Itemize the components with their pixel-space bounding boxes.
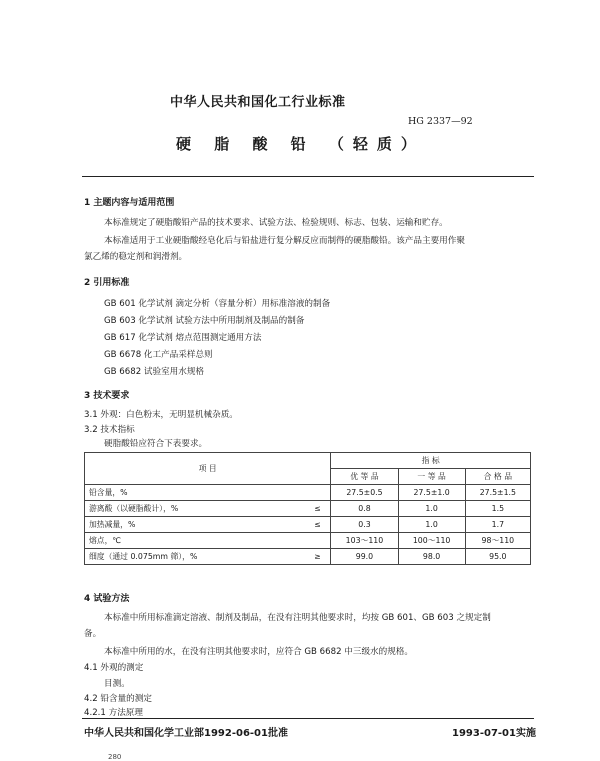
table-header-index: 指 标 xyxy=(331,453,531,469)
reference-item: GB 6678 化工产品采样总则 xyxy=(104,350,213,360)
row-value: 99.0 xyxy=(331,549,398,565)
row-value: 100～110 xyxy=(398,533,465,549)
clause-3-2-text: 硬脂酸铅应符合下表要求。 xyxy=(104,439,208,449)
section-4-paragraph-1-line-1: 本标准中所用标准滴定溶液、制剂及制品，在没有注明其他要求时，均按 GB 601、GB 603 之规定制 xyxy=(104,613,491,623)
row-name: 加热减量，% xyxy=(85,517,305,533)
reference-item: GB 603 化学试剂 试验方法中所用制剂及制品的制备 xyxy=(104,316,305,326)
row-symbol: ≥ xyxy=(304,549,331,565)
section-4-heading: 4 试验方法 xyxy=(84,594,130,604)
issuing-body-heading: 中华人民共和国化工行业标准 xyxy=(170,95,346,110)
row-symbol xyxy=(304,485,331,501)
standard-code: HG 2337—92 xyxy=(408,116,473,127)
row-name: 熔点，℃ xyxy=(85,533,305,549)
specification-table xyxy=(84,452,531,565)
row-value: 98～110 xyxy=(465,533,530,549)
row-value: 0.8 xyxy=(331,501,398,517)
row-value: 1.0 xyxy=(398,501,465,517)
row-value: 27.5±1.0 xyxy=(398,485,465,501)
row-value: 0.3 xyxy=(331,517,398,533)
header-divider xyxy=(82,176,534,177)
row-symbol: ≤ xyxy=(304,517,331,533)
table-header-grade: 合 格 品 xyxy=(465,469,530,485)
approval-line: 中华人民共和国化学工业部1992-06-01批准 xyxy=(84,728,288,739)
row-name: 细度（通过 0.075mm 筛），% xyxy=(85,549,305,565)
row-value: 1.0 xyxy=(398,517,465,533)
row-name: 游离酸（以硬脂酸计），% xyxy=(85,501,305,517)
clause-3-1: 3.1 外观：白色粉末，无明显机械杂质。 xyxy=(84,410,238,420)
table-header-grade: 优 等 品 xyxy=(331,469,398,485)
table-row xyxy=(85,549,531,565)
section-1-heading: 1 主题内容与适用范围 xyxy=(84,198,175,208)
row-value: 103～110 xyxy=(331,533,398,549)
row-name: 铅含量，% xyxy=(85,485,305,501)
row-value: 1.7 xyxy=(465,517,530,533)
row-symbol: ≤ xyxy=(304,501,331,517)
clause-4-2: 4.2 铅含量的测定 xyxy=(84,694,152,704)
effective-date: 1993-07-01实施 xyxy=(452,728,536,739)
section-4-paragraph-2: 本标准中所用的水，在没有注明其他要求时，应符合 GB 6682 中三级水的规格。 xyxy=(104,647,414,657)
reference-item: GB 601 化学试剂 滴定分析（容量分析）用标准溶液的制备 xyxy=(104,299,331,309)
page-number: 280 xyxy=(108,753,122,761)
section-1-paragraph-2-line-1: 本标准适用于工业硬脂酸经皂化后与铅盐进行复分解反应而制得的硬脂酸铅。该产品主要用作聚 xyxy=(104,236,465,246)
table-row xyxy=(85,533,531,549)
reference-item: GB 6682 试验室用水规格 xyxy=(104,367,205,377)
section-4-paragraph-1-line-2: 备。 xyxy=(84,629,102,639)
reference-item: GB 617 化学试剂 熔点范围测定通用方法 xyxy=(104,333,262,343)
section-1-paragraph-1: 本标准规定了硬脂酸铅产品的技术要求、试验方法、检验规则、标志、包装、运输和贮存。 xyxy=(104,218,448,228)
section-3-heading: 3 技术要求 xyxy=(84,391,130,401)
row-value: 98.0 xyxy=(398,549,465,565)
row-value: 27.5±1.5 xyxy=(465,485,530,501)
clause-4-2-1: 4.2.1 方法原理 xyxy=(84,708,143,718)
clause-4-1: 4.1 外观的测定 xyxy=(84,663,144,673)
table-row xyxy=(85,501,531,517)
table-header-item: 项 目 xyxy=(85,453,331,485)
table-header-grade: 一 等 品 xyxy=(398,469,465,485)
document-title: 硬 脂 酸 铅 （轻质） xyxy=(176,135,425,153)
footer-divider xyxy=(82,718,534,719)
row-value: 1.5 xyxy=(465,501,530,517)
clause-4-1-text: 目测。 xyxy=(104,679,130,689)
clause-3-2: 3.2 技术指标 xyxy=(84,425,135,435)
table-row xyxy=(85,517,531,533)
row-value: 27.5±0.5 xyxy=(331,485,398,501)
table-row xyxy=(85,485,531,501)
row-symbol xyxy=(304,533,331,549)
section-2-heading: 2 引用标准 xyxy=(84,278,130,288)
section-1-paragraph-2-line-2: 氯乙烯的稳定剂和润滑剂。 xyxy=(84,252,188,262)
row-value: 95.0 xyxy=(465,549,530,565)
